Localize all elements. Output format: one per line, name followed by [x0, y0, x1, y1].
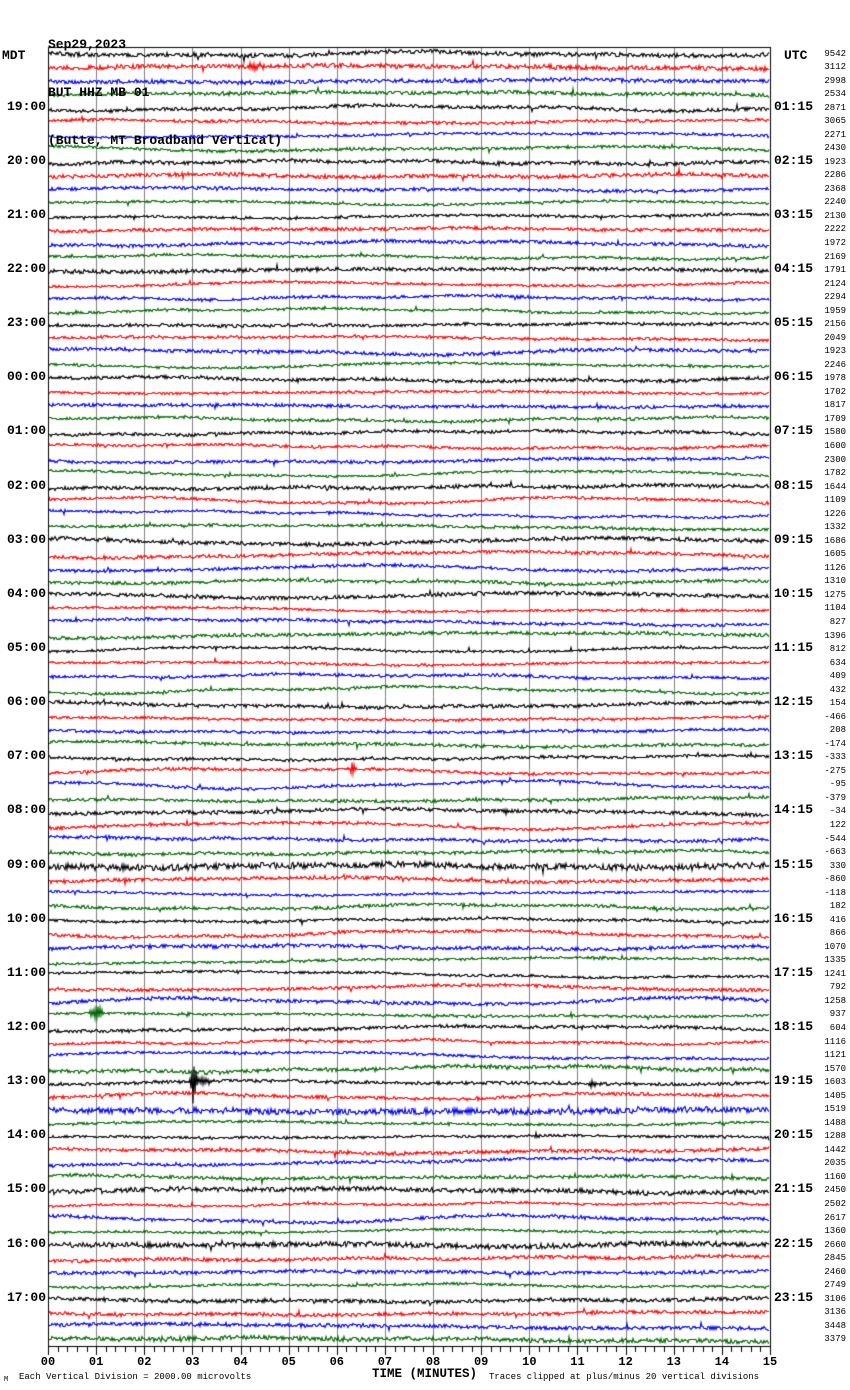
trace-value: 2368 — [824, 183, 846, 194]
trace-value: 2749 — [824, 1280, 846, 1291]
trace-value: 2998 — [824, 75, 846, 86]
right-time-label: 12:15 — [774, 694, 814, 710]
trace-value: 1959 — [824, 305, 846, 316]
trace-value: -34 — [829, 806, 846, 817]
x-axis-title: TIME (MINUTES) — [372, 1367, 478, 1381]
right-time-label: 02:15 — [774, 152, 814, 168]
trace-value: 1226 — [824, 508, 846, 519]
trace-value: 1116 — [824, 1036, 846, 1047]
trace-value: 827 — [829, 616, 846, 627]
right-time-label: 11:15 — [774, 640, 814, 656]
x-tick-label: 12 — [618, 1355, 633, 1369]
x-tick-label: 09 — [473, 1355, 489, 1369]
left-time-label: 22:00 — [6, 261, 46, 277]
x-tick-label: 15 — [762, 1355, 778, 1369]
trace-value: 2460 — [824, 1266, 846, 1277]
x-tick-label: 05 — [281, 1355, 296, 1369]
trace-value: 2049 — [824, 332, 846, 343]
trace-value: 182 — [829, 901, 846, 912]
left-time-label: 10:00 — [6, 910, 46, 926]
x-tick-label: 03 — [185, 1355, 200, 1369]
trace-value: 2124 — [824, 278, 846, 289]
trace-value: 2534 — [824, 89, 846, 100]
trace-value: 154 — [829, 698, 846, 709]
trace-value: 9542 — [824, 48, 846, 59]
x-tick-label: 14 — [714, 1355, 730, 1369]
trace-value: 1600 — [824, 441, 846, 451]
right-time-label: 20:15 — [774, 1127, 814, 1143]
left-time-label: 20:00 — [6, 152, 46, 168]
right-time-label: 03:15 — [774, 206, 814, 222]
trace-value: -333 — [824, 752, 846, 763]
trace-value: 2240 — [824, 197, 846, 208]
x-tick-label: 01 — [88, 1355, 104, 1369]
x-tick-label: 13 — [666, 1355, 681, 1369]
corner-mark: M — [4, 1376, 9, 1384]
right-time-label: 09:15 — [774, 531, 814, 547]
x-tick-label: 07 — [377, 1355, 393, 1369]
trace-value: 2450 — [824, 1185, 846, 1196]
left-time-label: 03:00 — [6, 531, 46, 547]
location-label: (Butte, MT Broadband Vertical) — [48, 133, 283, 148]
trace-value: 432 — [829, 684, 846, 695]
left-time-label: 21:00 — [6, 206, 46, 222]
trace-value: 1817 — [824, 400, 846, 411]
trace-value: 2845 — [824, 1253, 846, 1264]
right-time-label: 19:15 — [774, 1073, 814, 1089]
right-time-label: 13:15 — [774, 748, 814, 764]
trace-value: 1288 — [824, 1131, 846, 1142]
left-time-label: 15:00 — [6, 1181, 46, 1197]
trace-value: 3106 — [824, 1293, 846, 1304]
trace-value: 2271 — [824, 129, 846, 140]
right-time-label: 21:15 — [774, 1181, 814, 1197]
trace-value: 2286 — [824, 170, 846, 181]
trace-value: -174 — [824, 738, 846, 749]
trace-value: 3448 — [824, 1320, 846, 1331]
trace-value: 208 — [829, 725, 846, 736]
trace-value: 1605 — [824, 549, 846, 560]
trace-value: 2300 — [824, 454, 846, 465]
trace-value: 1570 — [824, 1063, 846, 1074]
trace-value: 1978 — [824, 373, 846, 384]
left-time-label: 06:00 — [6, 694, 46, 710]
trace-value: 1160 — [824, 1171, 846, 1182]
left-time-label: 04:00 — [6, 585, 46, 601]
trace-value: 1070 — [824, 941, 846, 952]
x-tick-label: 08 — [425, 1355, 441, 1369]
right-time-label: 06:15 — [774, 369, 814, 385]
trace-value: 1702 — [824, 386, 846, 397]
left-time-label: 08:00 — [6, 802, 46, 818]
left-time-label: 09:00 — [6, 856, 46, 872]
trace-value: 1709 — [824, 413, 846, 424]
left-time-label: 07:00 — [6, 748, 46, 764]
trace-value: 1972 — [824, 237, 846, 248]
left-timezone-label: MDT — [2, 48, 26, 63]
left-time-label: 23:00 — [6, 315, 46, 331]
left-time-label: 05:00 — [6, 640, 46, 656]
trace-value: 812 — [829, 644, 846, 655]
right-time-label: 01:15 — [774, 98, 814, 114]
trace-value: -118 — [824, 887, 846, 898]
left-time-label: 11:00 — [6, 964, 46, 980]
right-time-label: 08:15 — [774, 477, 814, 493]
trace-value: 1782 — [824, 468, 846, 479]
trace-value: 409 — [829, 671, 846, 682]
trace-value: 1335 — [824, 955, 846, 966]
left-time-label: 19:00 — [6, 98, 46, 114]
trace-value: 416 — [829, 914, 846, 925]
trace-value: -379 — [824, 792, 846, 803]
trace-value: 2130 — [824, 210, 846, 221]
trace-value: 1603 — [824, 1077, 846, 1088]
trace-value: 1923 — [824, 156, 846, 167]
trace-value: 1360 — [824, 1226, 846, 1237]
left-time-label: 16:00 — [6, 1235, 46, 1251]
trace-value: 1686 — [824, 535, 846, 546]
trace-value: 1275 — [824, 589, 846, 600]
trace-value: 1109 — [824, 495, 846, 506]
right-time-label: 23:15 — [774, 1289, 814, 1305]
date-label: Sep29,2023 — [48, 37, 127, 52]
trace-value: 1104 — [824, 603, 846, 614]
trace-value: 1258 — [824, 995, 846, 1006]
x-tick-label: 10 — [522, 1355, 537, 1369]
trace-value: -95 — [829, 779, 846, 790]
trace-value: 792 — [829, 982, 846, 993]
trace-value: 2035 — [824, 1158, 846, 1169]
trace-value: 122 — [829, 819, 846, 830]
trace-value: 1310 — [824, 576, 846, 587]
x-tick-label: 06 — [329, 1355, 344, 1369]
trace-value: 2222 — [824, 224, 846, 235]
trace-value: 2156 — [824, 319, 846, 330]
trace-value: 330 — [829, 860, 846, 871]
trace-value: 1396 — [824, 630, 846, 641]
trace-value: 2660 — [824, 1239, 846, 1250]
trace-value: 1644 — [824, 481, 846, 492]
trace-value: 1791 — [824, 265, 846, 276]
trace-value: 1488 — [824, 1117, 846, 1128]
trace-value: 1519 — [824, 1104, 846, 1115]
trace-value: 3065 — [824, 116, 846, 127]
trace-value: 2294 — [824, 292, 846, 303]
trace-value: -466 — [824, 711, 846, 722]
right-time-label: 07:15 — [774, 423, 814, 439]
right-timezone-label: UTC — [784, 48, 808, 63]
trace-value: 1405 — [824, 1090, 846, 1101]
trace-value: 1241 — [824, 968, 846, 979]
trace-value: 604 — [829, 1023, 846, 1034]
trace-value: 1442 — [824, 1144, 846, 1155]
trace-value: 866 — [829, 928, 846, 939]
trace-value: 3112 — [824, 62, 846, 73]
right-time-label: 22:15 — [774, 1235, 814, 1251]
trace-value: 2430 — [824, 143, 846, 154]
station-label: BUT HHZ MB 01 — [48, 85, 150, 100]
left-time-label: 17:00 — [6, 1289, 46, 1305]
trace-value: -275 — [824, 765, 846, 776]
right-time-label: 18:15 — [774, 1019, 814, 1035]
right-time-label: 04:15 — [774, 261, 814, 277]
left-time-label: 00:00 — [6, 369, 46, 385]
vertical-division-note: Each Vertical Division = 2000.00 microvolts — [19, 1372, 252, 1382]
trace-value: -860 — [824, 874, 846, 885]
right-time-label: 17:15 — [774, 964, 814, 980]
trace-value: 1126 — [824, 562, 846, 573]
trace-value: 2169 — [824, 251, 846, 262]
trace-value: 2246 — [824, 359, 846, 370]
trace-value: 3379 — [824, 1334, 846, 1345]
trace-value: 1923 — [824, 346, 846, 357]
left-time-label: 14:00 — [6, 1127, 46, 1143]
right-time-label: 15:15 — [774, 856, 814, 872]
trace-value: -544 — [824, 833, 846, 844]
trace-value: -663 — [824, 847, 846, 858]
right-time-label: 05:15 — [774, 315, 814, 331]
x-tick-label: 04 — [233, 1355, 248, 1369]
left-time-label: 12:00 — [6, 1019, 46, 1035]
trace-value: 2617 — [824, 1212, 846, 1223]
right-time-label: 16:15 — [774, 910, 814, 926]
trace-value: 1580 — [824, 427, 846, 438]
trace-value: 1332 — [824, 522, 846, 533]
left-time-label: 02:00 — [6, 477, 46, 493]
x-tick-label: 00 — [40, 1355, 56, 1369]
trace-value: 937 — [829, 1009, 846, 1020]
trace-value: 634 — [829, 657, 846, 668]
left-time-label: 13:00 — [6, 1073, 46, 1089]
trace-value: 1121 — [824, 1050, 846, 1061]
right-time-label: 10:15 — [774, 585, 814, 601]
x-tick-label: 02 — [137, 1355, 152, 1369]
right-time-label: 14:15 — [774, 802, 814, 818]
x-tick-label: 11 — [570, 1355, 585, 1369]
left-time-label: 01:00 — [6, 423, 46, 439]
trace-value: 2502 — [824, 1198, 846, 1209]
title-block — [48, 5, 282, 181]
clipping-note: Traces clipped at plus/minus 20 vertical divisions — [489, 1372, 760, 1382]
trace-value: 2871 — [824, 102, 846, 113]
trace-value: 3136 — [824, 1307, 846, 1318]
